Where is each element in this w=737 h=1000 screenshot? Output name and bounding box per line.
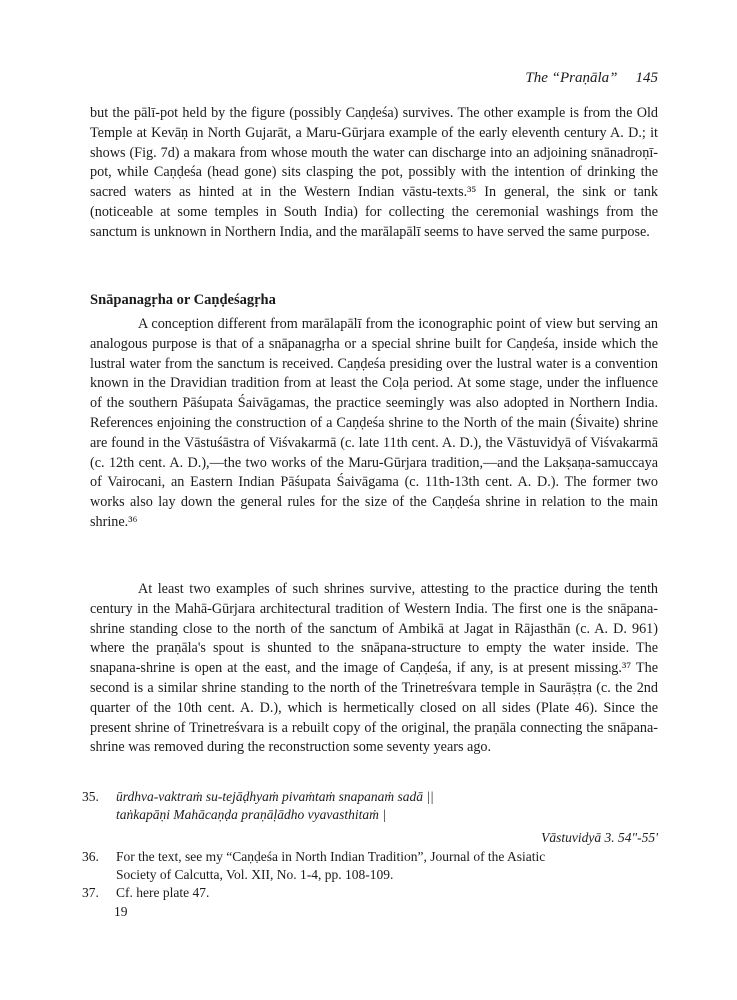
section-heading: Snāpanagṛha or Caṇḍeśagṛha — [90, 292, 276, 308]
footnote-text-line-2: Society of Calcutta, Vol. XII, No. 1-4, pp. 108-109. — [116, 867, 394, 882]
footnote-number: 37. — [82, 885, 99, 900]
footnote-number: 35. — [82, 789, 99, 804]
footnote-verse-line-1: ūrdhva-vaktraṁ su-tejāḍhyaṁ pivaṁtaṁ snapanaṁ sadā || — [116, 789, 434, 804]
footnote-number: 36. — [82, 849, 99, 864]
footnote-37 — [82, 884, 658, 902]
footnote-36 — [82, 848, 658, 884]
paragraph-examples: At least two examples of such shrines survive, attesting to the practice during the tenth century in the Mahā-Gūrjara architectural tradition of Western India. The first one is the snāpana-shrine standing close to the north of the sanctum of Ambikā at Jagat in Rājasthān (c. A. D. 961) where the praṇāla's spout is shunted to the snāpana-structure to empty the water inside. The snapana-shrine is open at the east, and the image of Caṇḍeśa, if any, is at present missing.³⁷ The second is a similar shrine standing to the north of the Trinetreśvara temple in Saurāṣṭra (c. the 2nd quarter of the 10th cent. A. D.), which is hermetically closed on all sides (Plate 46). Since the present shrine of Trinetreśvara is a rebuilt copy of the original, the praṇāla connecting the snāpana-shrine was removed during the reconstruction some seventy years ago. — [90, 581, 658, 756]
footnote-text-line-1: For the text, see my “Caṇḍeśa in North Indian Tradition”, Journal of the Asiatic — [116, 849, 546, 864]
paragraph-snapanagrha: A conception different from marālapālī from the iconographic point of view but serving an analogous purpose is that of a snāpanagṛha or a special shrine built for Caṇḍeśa, inside which the lustral water from the sanctum is received. Caṇḍeśa presiding over the lustral water is a convention known in the Dravidian tradition from at least the Coḷa period. At some stage, under the influence of the southern Pāśupata Śaivāgamas, the practice seemingly was also adopted in Northern India. References enjoining the construction of a Caṇḍeśa shrine to the North of the main (Śivaite) shrine are found in the Vāstuśāstra of Viśvakarmā (c. late 11th cent. A. D.), the Vāstuvidyā of Viśvakarmā (c. 12th cent. A. D.),—the two works of the Maru-Gūrjara tradition,—and the Lakṣaṇa-samuccaya of Vairocani, an Eastern Indian Pāśupata Śaivāgama (c. 11th-13th cent. A. D.). The former two works also lay down the general rules for the size of the Caṇḍeśa shrine in relation to the main shrine.³⁶ — [90, 316, 658, 530]
footnote-35-source: Vāstuvidyā 3. 54"-55' — [541, 830, 658, 845]
running-head — [525, 70, 658, 87]
footnote-text-line-1: Cf. here plate 47. — [116, 885, 210, 900]
page-number: 145 — [635, 70, 658, 86]
running-head-title: The “Praṇāla” — [525, 70, 618, 86]
signature-folio: 19 — [114, 904, 128, 919]
paragraph-continued: but the pālī-pot held by the figure (possibly Caṇḍeśa) survives. The other example is from the Old Temple at Kevāṇ in North Gujarāt, a Maru-Gūrjara example of the early eleventh century A. D.; it shows (Fig. 7d) a makara from whose mouth the water can discharge into an adjoining snānadroṇī-pot, while Caṇḍeśa (head gone) sits clasping the pot, possibly with the intention of drinking the sacred waters as hinted at in the Western Indian vāstu-texts.³⁵ In general, the sink or tank (noticeable at some temples in South India) for collecting the ceremonial washings from the sanctum is unknown in Northern India, and the marālapālī seems to have served the same purpose. — [90, 105, 658, 240]
footnote-verse-line-2: taṅkapāṇi Mahācaṇḍa praṇāḷādho vyavasthitaṁ | — [116, 807, 386, 822]
footnote-35 — [82, 788, 658, 824]
